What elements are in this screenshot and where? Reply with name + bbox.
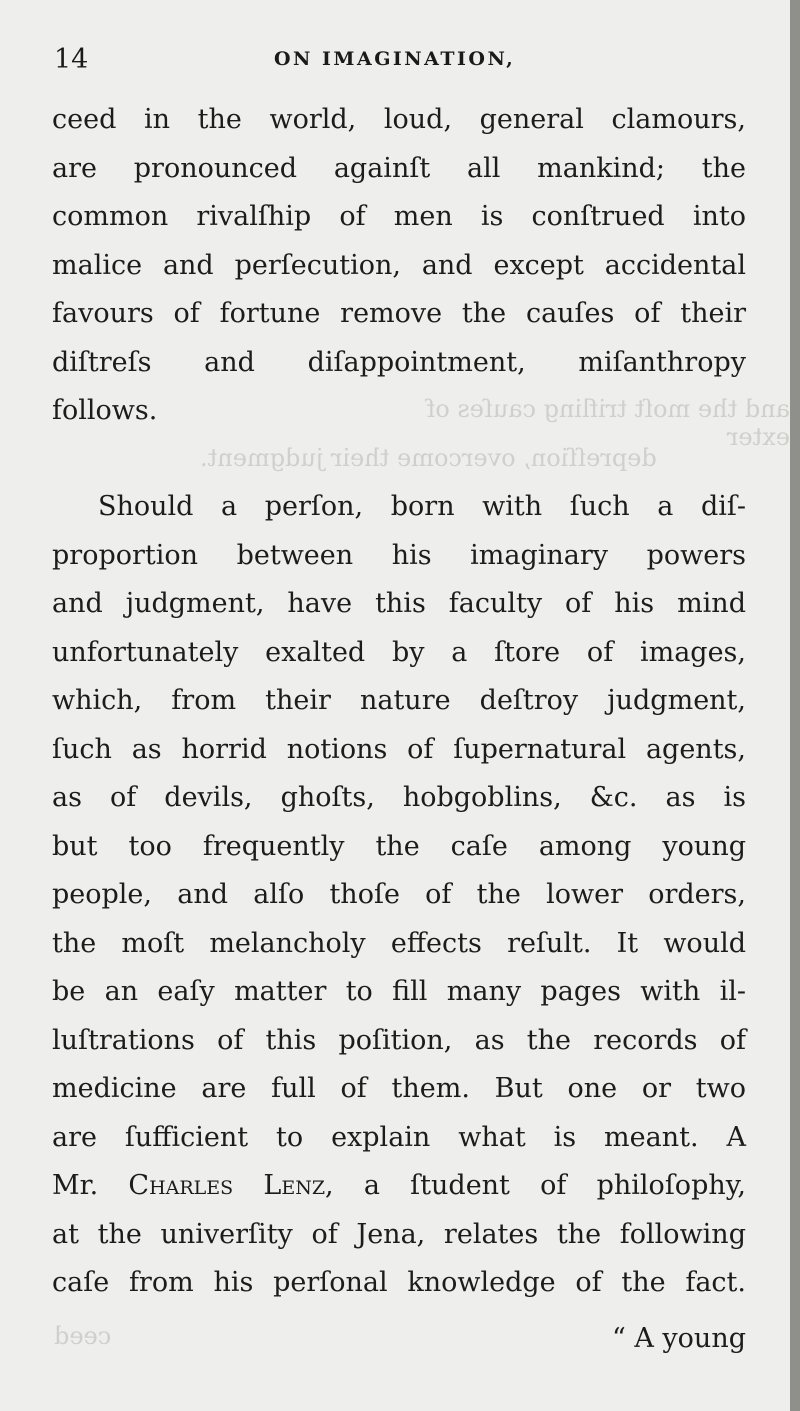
- text-segment: Mr.: [52, 1170, 129, 1201]
- text-line: malice and perſecution, and except accidental: [52, 249, 746, 281]
- text-line: ſuch as horrid notions of ſupernatural agents,: [52, 733, 746, 765]
- bleed-through-text: depreſſion, overcome their judgment.: [200, 444, 657, 472]
- catchword: “ A young: [611, 1323, 746, 1354]
- text-line: and judgment, have this faculty of his mind: [52, 588, 746, 619]
- text-line: as of devils, ghoſts, hobgoblins, &c. as is: [52, 782, 746, 813]
- person-name: Charles Lenz: [128, 1170, 326, 1201]
- text-line: are pronounced againſt all mankind; the: [52, 152, 746, 184]
- text-line: common rivalſhip of men is conſtrued into: [52, 201, 746, 232]
- running-head: ON IMAGINATION,: [274, 48, 516, 70]
- text-line: favours of fortune remove the cauſes of their: [52, 298, 746, 329]
- text-line: [52, 1162, 746, 1211]
- page-header: [54, 44, 746, 76]
- text-line: the moſt melancholy effects reſult. It would: [52, 927, 746, 959]
- text-line: Should a perſon, born with ſuch a diſ-: [98, 491, 746, 522]
- bleed-through-signature: ceed: [54, 1322, 112, 1350]
- text-line: medicine are full of them. But one or two: [52, 1073, 746, 1104]
- text-line: be an eaſy matter to fill many pages with il-: [52, 976, 746, 1007]
- text-line: caſe from his perſonal knowledge of the fact.: [52, 1267, 746, 1298]
- text-line: people, and alſo thoſe of the lower orders,: [52, 879, 746, 910]
- text-line: but too frequently the caſe among young: [52, 830, 746, 862]
- page-number: 14: [54, 44, 89, 75]
- text-line: ceed in the world, loud, general clamours,: [52, 104, 746, 135]
- text-line: proportion between his imaginary powers: [52, 539, 746, 571]
- page-edge-shadow: [790, 0, 800, 1411]
- text-segment: , a ſtudent of philoſophy,: [325, 1170, 746, 1201]
- bleed-through-text: and the moſt trifling cauſes of exter: [426, 395, 790, 451]
- text-line: diſtreſs and diſappointment, miſanthropy: [52, 346, 746, 378]
- text-line: unfortunately exalted by a ſtore of images,: [52, 636, 746, 668]
- text-line: luſtrations of this poſition, as the records of: [52, 1024, 746, 1056]
- text-line: at the univerſity of Jena, relates the following: [52, 1218, 746, 1250]
- text-line: are ſufficient to explain what is meant. A: [52, 1121, 746, 1153]
- text-line: follows.: [52, 395, 158, 426]
- text-line: which, from their nature deſtroy judgment,: [52, 685, 746, 716]
